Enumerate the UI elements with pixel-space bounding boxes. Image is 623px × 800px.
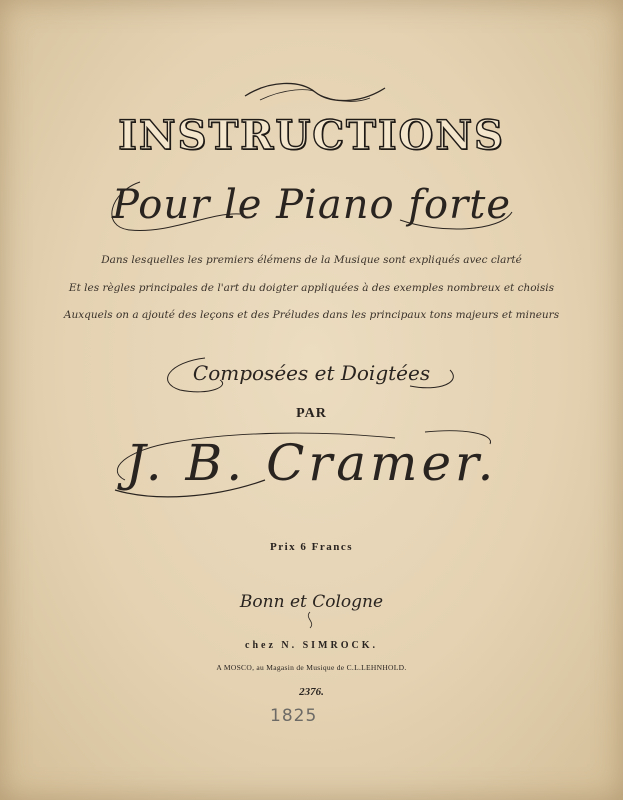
subtitle: Pour le Piano forte [111,182,512,228]
handwritten-year: 1825 [270,706,318,726]
composed-line: Composées et Doigtées [192,361,431,385]
top-flourish [240,78,390,108]
place: Bonn et Cologne [239,592,384,612]
publisher: chez N. SIMROCK. [245,640,378,651]
agent-line: A MOSCO, au Magasin de Musique de C.L.LEHNHOLD. [216,663,407,672]
description-line-2: Et les règles principales de l'art du doigter appliquées à des exemples nombreux et choisis [68,282,555,294]
description-line-1: Dans lesquelles les premiers élémens de la Musique sont expliqués avec clarté [101,254,522,266]
description-line-3: Auxquels on a ajouté des leçons et des Préludes dans les principaux tons majeurs et mineurs [63,309,560,321]
page-title: INSTRUCTIONS [118,112,505,159]
by-line: PAR [296,406,327,421]
composer-name: J. B. Cramer. [125,434,498,492]
plate-number: 2376. [299,686,324,698]
price: Prix 6 Francs [269,541,354,553]
place-flourish [300,612,320,628]
